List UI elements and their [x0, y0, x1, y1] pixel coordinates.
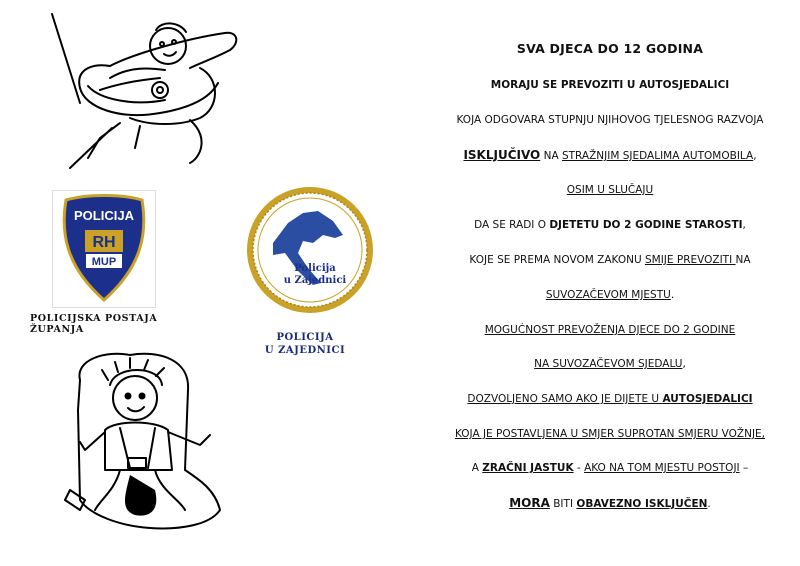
- line14-be: BITI: [549, 498, 577, 510]
- line-airbag: [420, 461, 800, 475]
- line13-dash: -: [573, 462, 585, 474]
- line14-dot: .: [707, 498, 711, 510]
- line4-na: NA: [540, 150, 562, 162]
- line13-if-exists: AKO NA TOM MJESTU POSTOJI: [584, 462, 740, 474]
- line6-comma: ,: [742, 219, 746, 231]
- line4-rear-seats: STRAŽNJIM SJEDALIMA AUTOMOBILA: [561, 150, 754, 162]
- line-possibility: MOGUĆNOST PREVOŽENJA DJECE DO 2 GODINE: [484, 324, 736, 336]
- badge-word: POLICIJA: [74, 208, 134, 223]
- line-except: OSIM U SLUČAJU: [566, 184, 654, 196]
- line-passenger-place: [420, 288, 800, 302]
- line10-text: NA SUVOZAČEVOM SJEDALU: [534, 358, 683, 370]
- child-car-seat-illustration: [60, 350, 235, 535]
- line-new-law: [420, 253, 800, 267]
- line13-end: –: [739, 462, 749, 474]
- badge-bottom: MUP: [91, 256, 117, 268]
- line11-bold: AUTOSJEDALICI: [662, 393, 753, 405]
- line-child-under-two: [420, 218, 800, 232]
- heading-all-children: SVA DJECA DO 12 GODINA: [516, 41, 704, 56]
- line4-comma: ,: [753, 150, 757, 162]
- line13-airbag: ZRAČNI JASTUK: [482, 462, 574, 474]
- line-exclusively: [420, 148, 800, 163]
- line7-na: NA: [735, 254, 751, 266]
- seal-line1: Policija: [294, 263, 336, 274]
- line13-a: A: [471, 462, 483, 474]
- line-rear-facing: KOJA JE POSTAVLJENA U SMJER SUPROTAN SMJERU VOŽNJE,: [454, 428, 766, 440]
- community-caption-line2: U ZAJEDNICI: [264, 345, 346, 356]
- line8-dot: .: [670, 289, 675, 301]
- community-caption: [255, 331, 355, 357]
- line8-text: SUVOZAČEVOM MJESTU: [545, 289, 671, 301]
- police-badge-logo: [52, 190, 156, 308]
- line-allowed-only: [420, 392, 800, 406]
- seal-line2: u Zajednici: [283, 275, 347, 286]
- badge-monogram: RH: [92, 234, 116, 251]
- line6-bold: DJETETU DO 2 GODINE STAROSTI: [549, 219, 743, 231]
- line-must-be-off: [420, 496, 800, 511]
- line-passenger-seat: [420, 357, 800, 371]
- infant-car-seat-illustration: [40, 8, 250, 173]
- line11-prefix: DOZVOLJENO SAMO AKO JE DIJETE U: [467, 393, 663, 405]
- community-caption-line1: POLICIJA: [276, 332, 334, 343]
- line7-prefix: KOJE SE PREMA NOVOM ZAKONU: [469, 254, 645, 266]
- line10-comma: ,: [682, 358, 686, 370]
- line-development: KOJA ODGOVARA STUPNJU NJIHOVOG TJELESNOG RAZVOJA: [456, 114, 764, 126]
- word-must: MORA: [509, 496, 550, 510]
- station-caption: POLICIJSKA POSTAJA ŽUPANJA: [30, 313, 158, 335]
- line7-allowed: SMIJE PREVOZITI: [644, 254, 736, 266]
- word-exclusively: ISKLJUČIVO: [463, 148, 541, 162]
- line6-prefix: DA SE RADI O: [474, 219, 550, 231]
- line14-off: OBAVEZNO ISKLJUČEN: [576, 498, 708, 510]
- community-policing-seal: [243, 183, 377, 317]
- line-must-transport: MORAJU SE PREVOZITI U AUTOSJEDALICI: [490, 79, 730, 91]
